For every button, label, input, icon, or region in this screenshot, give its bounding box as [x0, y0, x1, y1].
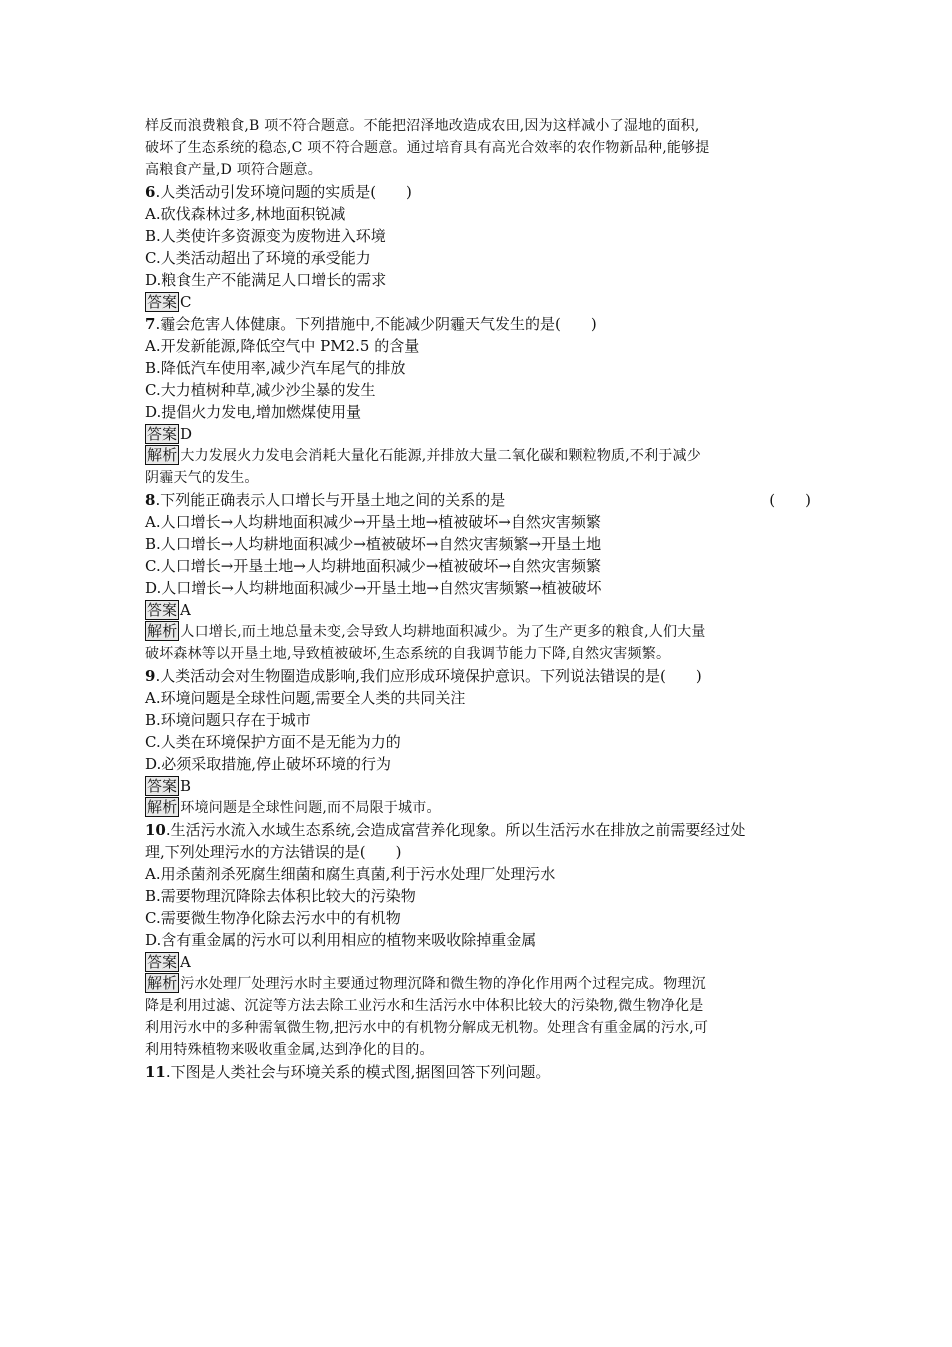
analysis-text: 污水处理厂处理污水时主要通过物理沉降和微生物的净化作用两个过程完成。物理沉: [180, 976, 706, 992]
option-item: D.含有重金属的污水可以利用相应的植物来吸收除掉重金属: [145, 931, 537, 949]
question-9: [145, 665, 815, 819]
analysis-text: 利用污水中的多种需氧微生物,把污水中的有机物分解成无机物。处理含有重金属的污水,可: [145, 1020, 709, 1036]
answer-value: B: [180, 777, 192, 795]
intro-line: 样反而浪费粮食,B 项不符合题意。不能把沼泽地改造成农田,因为这样减小了湿地的面积,: [145, 118, 700, 134]
answer-line: [145, 775, 815, 797]
analysis-text: 阴霾天气的发生。: [145, 470, 259, 486]
analysis-line: [145, 467, 815, 489]
intro-line: 破坏了生态系统的稳态,C 项不符合题意。通过培育具有高光合效率的农作物新品种,能够提: [145, 140, 710, 156]
analysis-text: 破坏森林等以开垦土地,导致植被破坏,生态系统的自我调节能力下降,自然灾害频繁。: [145, 646, 671, 662]
question-stem-text: .人类活动引发环境问题的实质是( ): [155, 183, 412, 201]
answer-tag: 答案: [147, 425, 178, 443]
question-stem-text: .下图是人类社会与环境关系的模式图,据图回答下列问题。: [165, 1063, 551, 1081]
option-item: C.人类在环境保护方面不是无能为力的: [145, 733, 401, 751]
question-stem-line: [145, 1061, 815, 1083]
answer-line: [145, 599, 815, 621]
analysis-text: 降是利用过滤、沉淀等方法去除工业污水和生活污水中体积比较大的污染物,微生物净化是: [145, 998, 704, 1014]
analysis-line: [145, 1017, 815, 1039]
question-stem-line: [145, 313, 815, 335]
option-item: D.提倡火力发电,增加燃煤使用量: [145, 403, 362, 421]
analysis-tag: 解析: [147, 798, 178, 816]
answer-line: [145, 291, 815, 313]
question-stem-text: .生活污水流入水域生态系统,会造成富营养化现象。所以生活污水在排放之前需要经过处: [165, 821, 746, 839]
question-stem-line: [145, 819, 815, 841]
answer-line: [145, 423, 815, 445]
question-stem-text: 理,下列处理污水的方法错误的是( ): [145, 843, 402, 861]
answer-value: A: [180, 953, 191, 971]
analysis-text: 环境问题是全球性问题,而不局限于城市。: [180, 800, 441, 816]
answer-line: [145, 951, 815, 973]
question-stem-text: .霾会危害人体健康。下列措施中,不能减少阴霾天气发生的是( ): [155, 315, 597, 333]
question-number: 8: [145, 491, 156, 509]
intro-line: 高粮食产量,D 项符合题意。: [145, 162, 322, 178]
analysis-tag: 解析: [147, 974, 178, 992]
analysis-line: [145, 621, 815, 643]
option-item: B.人口增长→人均耕地面积减少→植被破坏→自然灾害频繁→开垦土地: [145, 535, 602, 553]
analysis-tag: 解析: [147, 622, 178, 640]
document-page: [145, 115, 815, 1083]
analysis-line: [145, 797, 815, 819]
option-item: C.大力植树种草,减少沙尘暴的发生: [145, 381, 376, 399]
intro-explanation: [145, 115, 815, 181]
question-stem-line: [145, 489, 815, 511]
analysis-line: [145, 445, 815, 467]
option-item: C.需要微生物净化除去污水中的有机物: [145, 909, 401, 927]
analysis-line: [145, 973, 815, 995]
question-list: [145, 181, 815, 1083]
analysis-line: [145, 643, 815, 665]
analysis-line: [145, 1039, 815, 1061]
option-item: B.环境问题只存在于城市: [145, 711, 311, 729]
option-item: D.必须采取措施,停止破坏环境的行为: [145, 755, 392, 773]
question-8: [145, 489, 815, 665]
question-number: 11: [145, 1063, 166, 1081]
option-item: B.降低汽车使用率,减少汽车尾气的排放: [145, 359, 406, 377]
question-stem-line: [145, 181, 815, 203]
option-item: A.开发新能源,降低空气中 PM2.5 的含量: [145, 337, 420, 355]
question-7: [145, 313, 815, 489]
question-number: 6: [145, 183, 156, 201]
option-item: B.人类使许多资源变为废物进入环境: [145, 227, 386, 245]
option-item: C.人类活动超出了环境的承受能力: [145, 249, 371, 267]
option-item: C.人口增长→开垦土地→人均耕地面积减少→植被破坏→自然灾害频繁: [145, 557, 601, 575]
question-number: 7: [145, 315, 156, 333]
analysis-line: [145, 995, 815, 1017]
answer-tag: 答案: [147, 601, 178, 619]
answer-tag: 答案: [147, 777, 178, 795]
answer-value: C: [180, 293, 192, 311]
option-item: A.人口增长→人均耕地面积减少→开垦土地→植被破坏→自然灾害频繁: [145, 513, 601, 531]
answer-blank: ( ): [769, 491, 811, 509]
option-item: A.环境问题是全球性问题,需要全人类的共同关注: [145, 689, 466, 707]
analysis-text: 人口增长,而土地总量未变,会导致人均耕地面积减少。为了生产更多的粮食,人们大量: [180, 624, 706, 640]
option-item: A.用杀菌剂杀死腐生细菌和腐生真菌,利于污水处理厂处理污水: [145, 865, 556, 883]
answer-value: A: [180, 601, 191, 619]
question-stem-line: [145, 841, 815, 863]
answer-tag: 答案: [147, 953, 178, 971]
option-item: D.人口增长→人均耕地面积减少→开垦土地→自然灾害频繁→植被破坏: [145, 579, 602, 597]
analysis-text: 利用特殊植物来吸收重金属,达到净化的目的。: [145, 1042, 434, 1058]
question-number: 10: [145, 821, 166, 839]
question-10: [145, 819, 815, 1061]
answer-value: D: [180, 425, 193, 443]
question-stem-line: [145, 665, 815, 687]
option-item: D.粮食生产不能满足人口增长的需求: [145, 271, 387, 289]
answer-tag: 答案: [147, 293, 178, 311]
question-6: [145, 181, 815, 313]
option-item: A.砍伐森林过多,林地面积锐减: [145, 205, 346, 223]
question-stem-text: .人类活动会对生物圈造成影响,我们应形成环境保护意识。下列说法错误的是( ): [155, 667, 702, 685]
question-number: 9: [145, 667, 156, 685]
analysis-tag: 解析: [147, 446, 178, 464]
question-stem-text: .下列能正确表示人口增长与开垦土地之间的关系的是: [155, 491, 506, 509]
question-11: [145, 1061, 815, 1083]
option-item: B.需要物理沉降除去体积比较大的污染物: [145, 887, 416, 905]
analysis-text: 大力发展火力发电会消耗大量化石能源,并排放大量二氧化碳和颗粒物质,不利于减少: [180, 448, 701, 464]
